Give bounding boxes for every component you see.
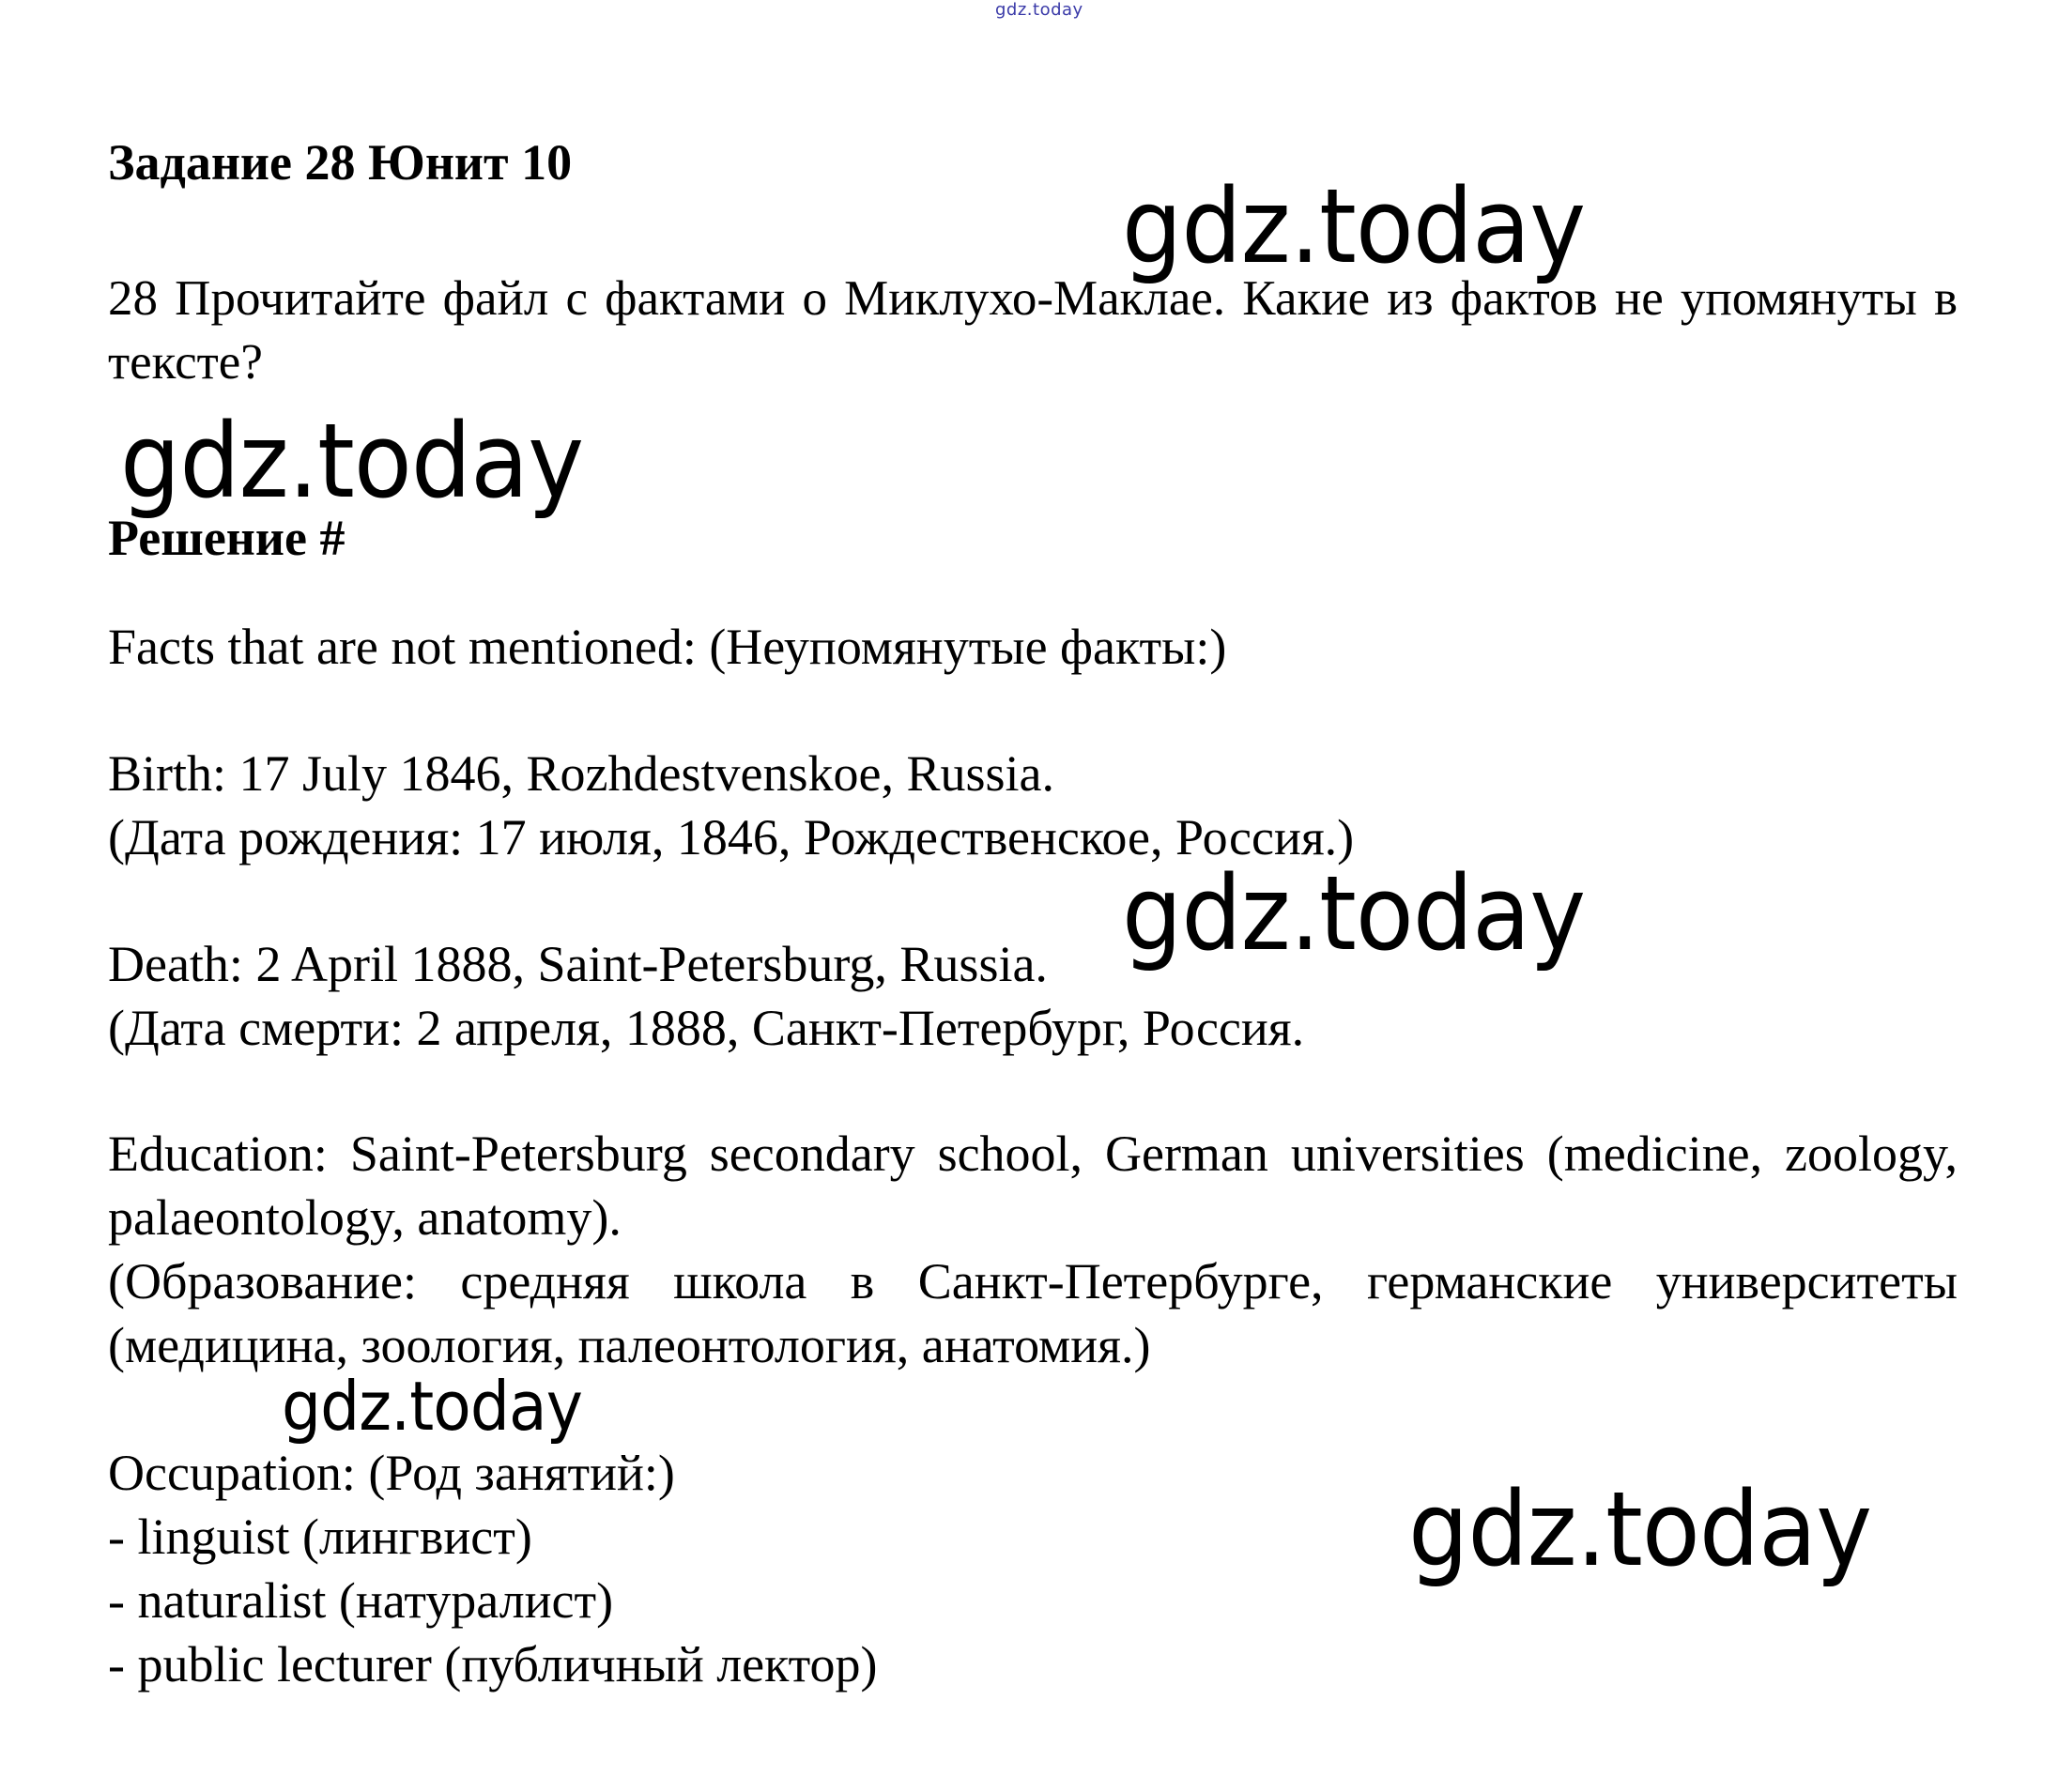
occupation-heading: Occupation: (Род занятий:) [108, 1445, 675, 1501]
education-en: Education: Saint-Petersburg secondary school, German universities (medicine, zoology, palaeontology, anatomy). [108, 1126, 1958, 1246]
intro-line: Facts that are not mentioned: (Неупомянутые факты:) [108, 619, 1227, 675]
death-ru: (Дата смерти: 2 апреля, 1888, Санкт-Петербург, Россия. [108, 1000, 1305, 1056]
watermark: gdz.today [1408, 1469, 1872, 1589]
page-title: Задание 28 Юнит 10 [108, 134, 573, 191]
occupation-item: - linguist (лингвист) [108, 1509, 532, 1565]
occupation-item: - public lecturer (публичный лектор) [108, 1636, 878, 1692]
watermark: gdz.today [120, 401, 584, 521]
site-mark: gdz.today [995, 0, 1083, 20]
birth-en: Birth: 17 July 1846, Rozhdestvenskoe, Russia. [108, 745, 1054, 802]
solution-heading: Решение # [108, 510, 346, 566]
birth-ru: (Дата рождения: 17 июля, 1846, Рождественское, Россия.) [108, 809, 1355, 865]
death-en: Death: 2 April 1888, Saint-Petersburg, Russia. [108, 936, 1048, 992]
watermark: gdz.today [282, 1367, 582, 1446]
education-ru: (Образование: средняя школа в Санкт-Петербурге, германские университеты (медицина, зоология, палеонтология, анатомия.) [108, 1253, 1958, 1373]
occupation-item: - naturalist (натуралист) [108, 1572, 614, 1629]
task-text: 28 Прочитайте файл с фактами о Миклухо-Маклае. Какие из фактов не упомянуты в тексте? [108, 271, 1958, 390]
watermark: gdz.today [1122, 853, 1586, 973]
watermark: gdz.today [1122, 166, 1586, 286]
